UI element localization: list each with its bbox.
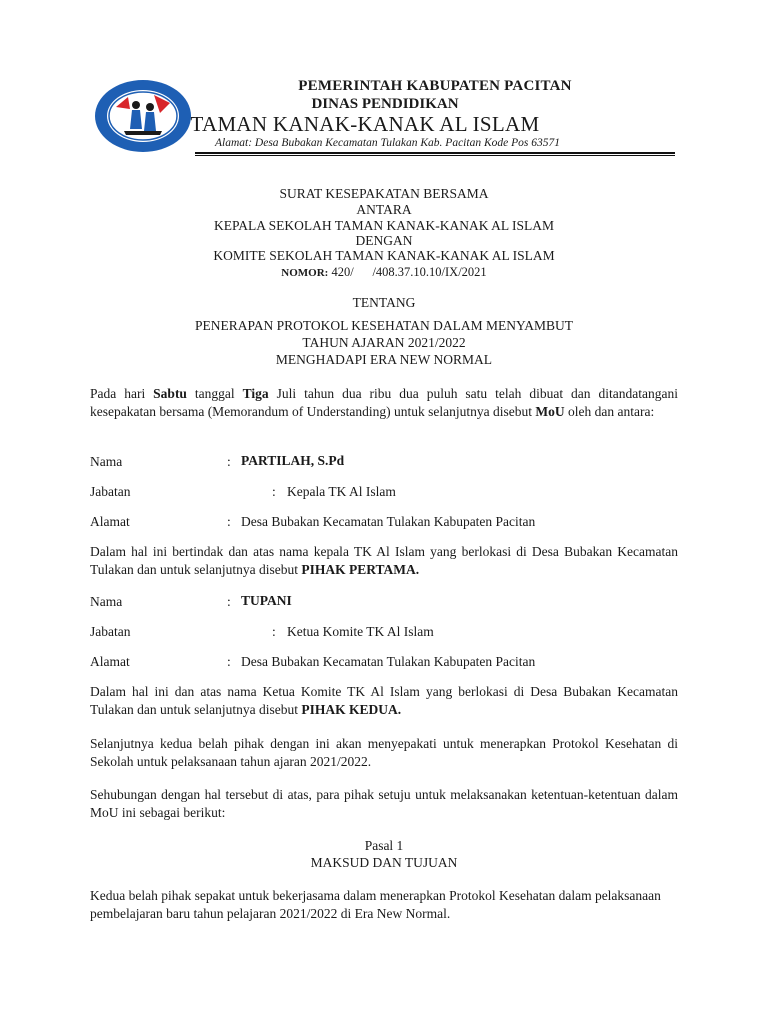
intro-date: Tiga: [242, 386, 269, 401]
title-line1: SURAT KESEPAKATAN BERSAMA: [279, 186, 489, 201]
tentang-heading: TENTANG: [352, 295, 416, 310]
paragraph-sehubungan: Sehubungan dengan hal tersebut di atas, para pihak setuju untuk melaksanakan ketentuan-ketentuan dalam MoU ini sebagai berikut:: [90, 787, 678, 820]
letterhead-school-name: TAMAN KANAK-KANAK AL ISLAM: [190, 112, 540, 136]
party1-nama-value: PARTILAH, S.Pd: [241, 453, 345, 468]
party2-nama-label: Nama: [90, 594, 123, 609]
party1-alamat-colon: :: [227, 514, 231, 529]
party2-jabatan-colon: :: [272, 624, 276, 639]
letterhead-address: Alamat: Desa Bubakan Kecamatan Tulakan Kab. Pacitan Kode Pos 63571: [215, 137, 560, 149]
intro-text: Juli tahun dua ribu dua puluh satu telah dibuat dan ditandatangani kesepakatan bersama (Memorandum of Understanding) untuk selanjutnya disebut: [90, 386, 678, 419]
pasal-text: Kedua belah pihak sepakat untuk bekerjasama dalam menerapkan Protokol Kesehatan dalam pelaksanaan pembelajaran baru tahun pelajaran 2021/2022 di Era New Normal.: [90, 888, 661, 921]
letterhead-rule: [195, 152, 675, 154]
party1-nama-label: Nama: [90, 454, 123, 469]
letterhead-government: PEMERINTAH KABUPATEN PACITAN: [298, 78, 572, 94]
party1-alamat-label: Alamat: [90, 514, 130, 529]
pasal-number: Pasal 1: [364, 838, 404, 853]
party2-role: PIHAK KEDUA.: [301, 702, 402, 717]
intro-text: oleh dan antara:: [564, 404, 655, 419]
letterhead-rule-thin: [195, 155, 675, 156]
intro-mou: MoU: [535, 404, 565, 419]
letterhead-department: DINAS PENDIDIKAN: [311, 96, 459, 112]
party1-jabatan-label: Jabatan: [90, 484, 131, 499]
paragraph-selanjutnya: Selanjutnya kedua belah pihak dengan ini akan menyepakati untuk menerapkan Protokol Kesehatan di Sekolah untuk pelaksanaan tahun ajaran 2021/2022.: [90, 736, 678, 769]
document-number: [90, 264, 678, 282]
party1-description: [90, 543, 678, 579]
tentang-line1: PENERAPAN PROTOKOL KESEHATAN DALAM MENYAMBUT: [195, 318, 573, 333]
party2-alamat-label: Alamat: [90, 654, 130, 669]
pasal-title: MAKSUD DAN TUJUAN: [310, 855, 458, 870]
nomor-label: NOMOR:: [281, 267, 329, 279]
tentang-line2: TAHUN AJARAN 2021/2022: [302, 335, 466, 350]
intro-text: tanggal: [186, 386, 243, 401]
tentang-line3: MENGHADAPI ERA NEW NORMAL: [275, 352, 493, 367]
party1-alamat-value: Desa Bubakan Kecamatan Tulakan Kabupaten Pacitan: [241, 514, 536, 529]
party1-jabatan-colon: :: [272, 484, 276, 499]
party1-role: PIHAK PERTAMA.: [301, 562, 420, 577]
intro-paragraph: [90, 385, 678, 421]
party2-alamat-value: Desa Bubakan Kecamatan Tulakan Kabupaten Pacitan: [241, 654, 536, 669]
party2-jabatan-value: Ketua Komite TK Al Islam: [287, 624, 434, 639]
party1-jabatan-value: Kepala TK Al Islam: [287, 484, 396, 499]
party2-alamat-colon: :: [227, 654, 231, 669]
party2-nama-value: TUPANI: [241, 593, 292, 608]
intro-day: Sabtu: [153, 386, 187, 401]
title-line3: KEPALA SEKOLAH TAMAN KANAK-KANAK AL ISLAM: [213, 218, 555, 233]
party1-nama-colon: :: [227, 454, 231, 469]
title-line2: ANTARA: [356, 202, 412, 217]
title-line5: KOMITE SEKOLAH TAMAN KANAK-KANAK AL ISLAM: [213, 248, 555, 263]
title-line4: DENGAN: [355, 233, 413, 248]
party1-desc-text: Dalam hal ini bertindak dan atas nama kepala TK Al Islam yang berlokasi di Desa Bubakan Kecamatan Tulakan dan untuk selanjutnya disebut: [90, 544, 678, 577]
intro-text: Pada hari: [90, 386, 154, 401]
party2-description: [90, 683, 678, 719]
party2-nama-colon: :: [227, 594, 231, 609]
nomor-value: 420/ /408.37.10.10/IX/2021: [331, 265, 487, 279]
party2-desc-text: Dalam hal ini dan atas nama Ketua Komite TK Al Islam yang berlokasi di Desa Bubakan Kecamatan Tulakan dan untuk selanjutnya disebut: [90, 684, 678, 717]
party2-jabatan-label: Jabatan: [90, 624, 131, 639]
